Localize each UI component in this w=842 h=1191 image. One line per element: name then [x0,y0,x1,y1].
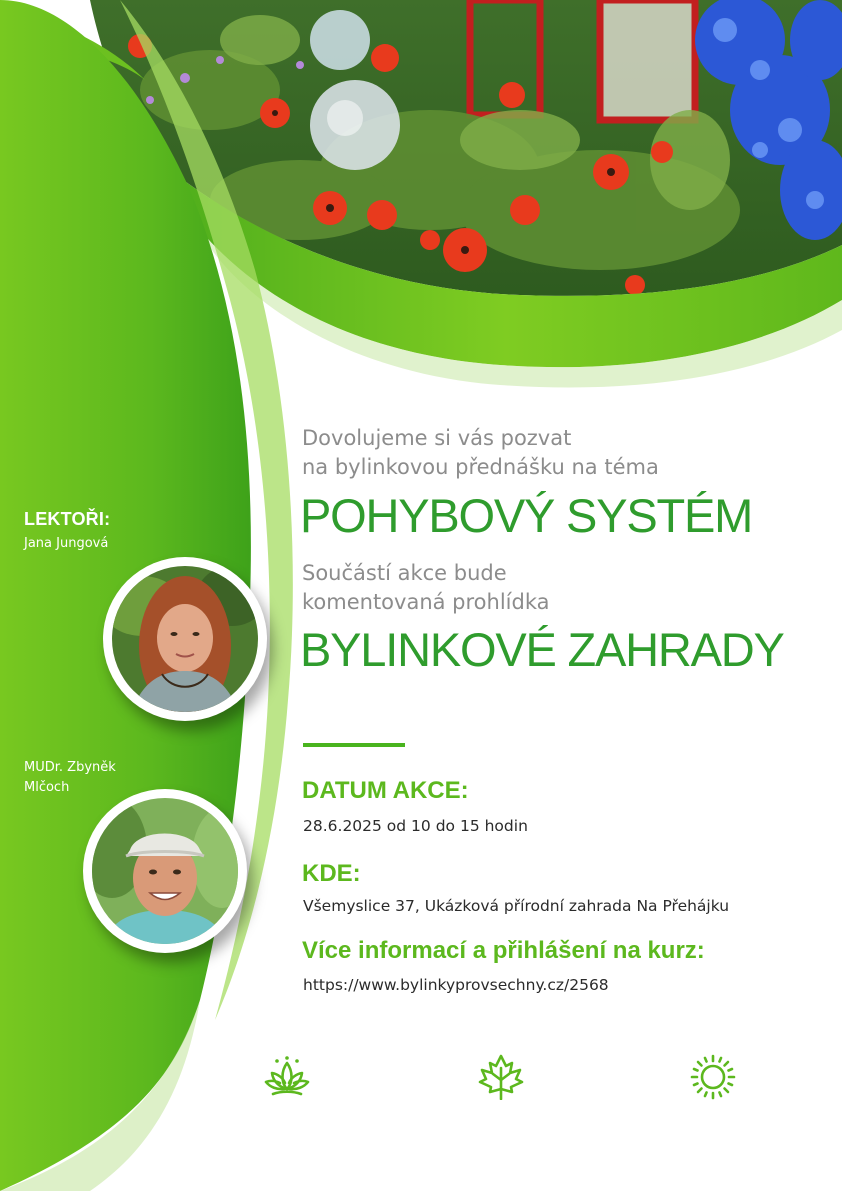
divider [303,743,405,747]
lecturers-title: LEKTOŘI: [24,509,111,529]
sub-intro-line-2: komentovaná prohlídka [302,590,550,614]
sun-icon [689,1053,737,1101]
avatar [112,566,258,712]
maple-leaf-icon [478,1054,524,1100]
garden-title: BYLINKOVÉ ZAHRADY [300,623,784,676]
date-value: 28.6.2025 od 10 do 15 hodin [303,817,528,835]
lecturer-name-2-line1: MUDr. Zbyněk [24,760,116,775]
sub-intro-line-1: Součástí akce bude [302,561,507,585]
lecturer-photo-1 [103,557,267,721]
info-label: Více informací a přihlášení na kurz: [302,937,705,964]
place-value: Všemyslice 37, Ukázková přírodní zahrada Na Přehájku [303,897,730,915]
date-label: DATUM AKCE: [302,777,469,804]
topic-title: POHYBOVÝ SYSTÉM [300,489,753,542]
lotus-icon [263,1055,311,1099]
avatar [92,798,238,944]
lecturer-name-1: Jana Jungová [24,536,109,551]
lecturer-photo-2 [83,789,247,953]
lecturer-name-2-line2: Mlčoch [24,780,70,795]
intro-line-1: Dovolujeme si vás pozvat [302,426,572,450]
intro-line-2: na bylinkovou přednášku na téma [302,455,659,479]
place-label: KDE: [302,860,361,887]
info-url-link[interactable]: https://www.bylinkyprovsechny.cz/2568 [303,976,609,994]
